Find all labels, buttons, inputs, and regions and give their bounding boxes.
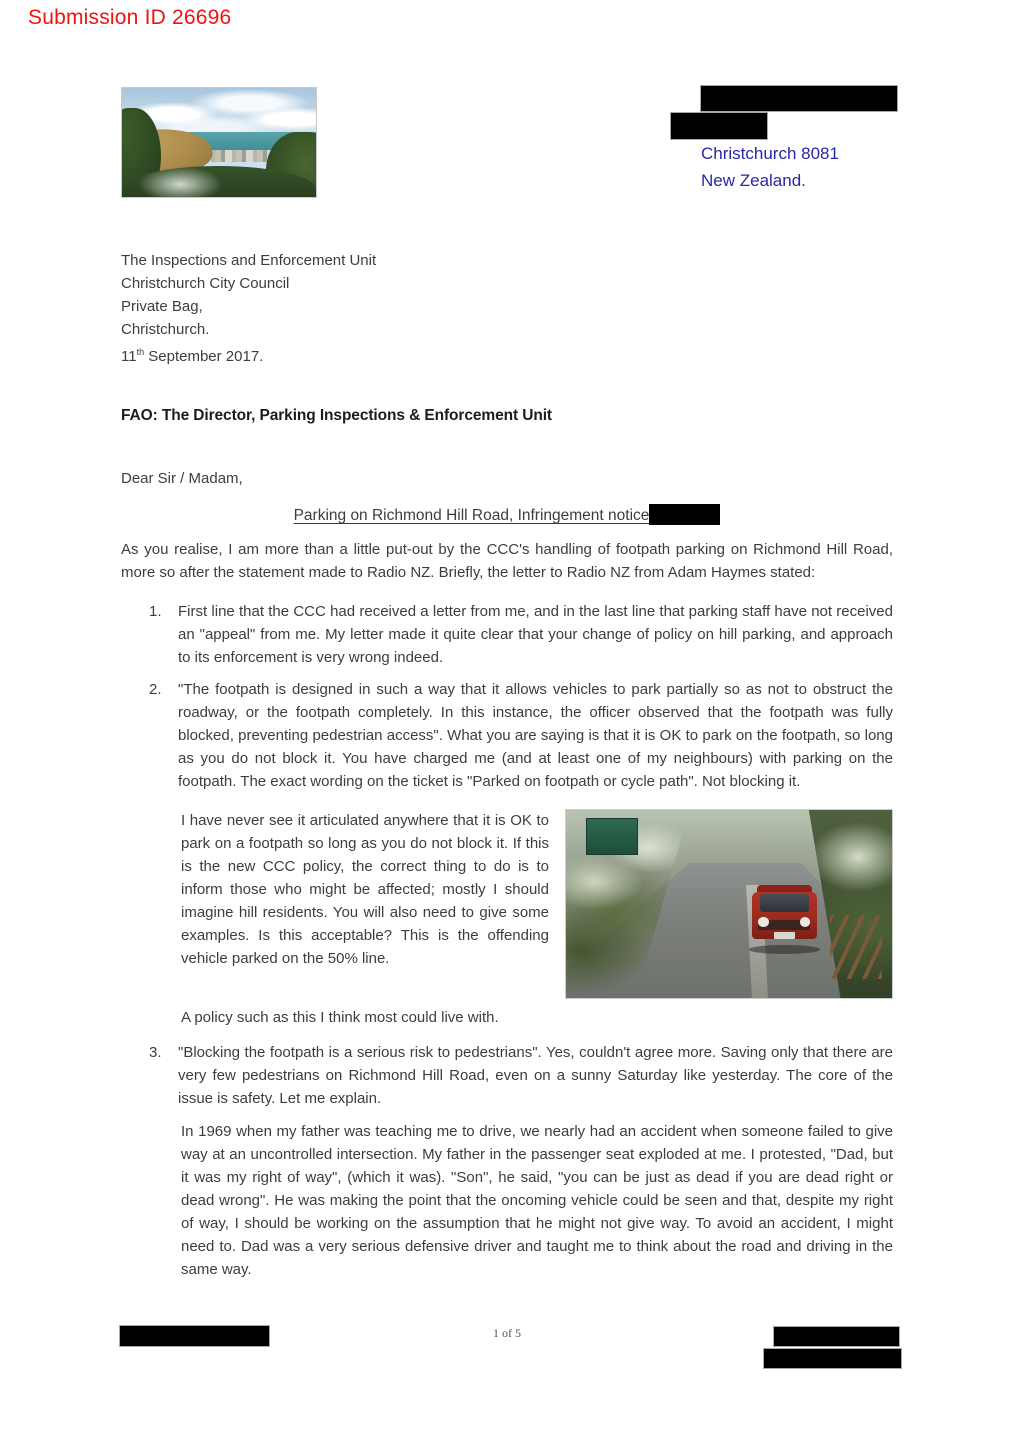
date-ordinal-suffix: th bbox=[136, 347, 145, 357]
subject-text: Parking on Richmond Hill Road, Infringement notice bbox=[293, 507, 650, 524]
numbered-item-1 bbox=[149, 600, 893, 669]
item-number: 2. bbox=[149, 681, 162, 698]
redaction-bar-sender-line1 bbox=[700, 85, 898, 112]
intro-paragraph: As you realise, I am more than a little put-out by the CCC's handling of footpath parking on Richmond Hill Road, more so after the statement made to Radio NZ. Briefly, the letter to Radio NZ from Adam Haymes stated: bbox=[121, 541, 893, 581]
sender-city: Christchurch 8081 bbox=[701, 144, 839, 163]
suv-shadow bbox=[749, 945, 819, 954]
item-number: 3. bbox=[149, 1044, 162, 1061]
salutation: Dear Sir / Madam, bbox=[121, 470, 243, 487]
recipient-line: Private Bag, bbox=[121, 298, 203, 315]
suv-windshield bbox=[760, 894, 810, 912]
fao-line: FAO: The Director, Parking Inspections & Enforcement Unit bbox=[121, 407, 552, 424]
item-number: 1. bbox=[149, 603, 162, 620]
page-number: 1 of 5 bbox=[493, 1326, 521, 1340]
suv-headlight-left bbox=[758, 917, 768, 926]
closing-paragraph: In 1969 when my father was teaching me to drive, we nearly had an accident when someone failed to give way at an uncontrolled intersection. My father in the passenger seat exploded at me. I protested, "Dad, but it was my right of way", (which it was). "Son", he said, "you can be just as dead if you are dead right or dead wrong". He was making the point that the oncoming vehicle could be seen and that, despite my right of way, I should be working on the assumption that he might not give way. To avoid an accident, I might need to. Dad was a very serious defensive driver and taught me to think about the road and driving in the same way. bbox=[181, 1123, 893, 1278]
item-text: "The footpath is designed in such a way that it allows vehicles to park partially so as not to obstruct the roadway, or the footpath completely. In this instance, the officer observed that the footpath was fully blocked, preventing pedestrian access". What you are saying is that it is OK to park on the footpath, so long as you do not block it. You have charged me (and at least one of my neighbours) with parking on the footpath. The exact wording on the ticket is "Parked on footpath or cycle path". Not blocking it. bbox=[178, 681, 893, 790]
offending-vehicle-photo bbox=[565, 809, 893, 999]
photo-wooden-fence bbox=[830, 915, 882, 979]
photo-green-shed bbox=[586, 818, 638, 856]
recipient-line: The Inspections and Enforcement Unit bbox=[121, 252, 377, 269]
recipient-line: Christchurch City Council bbox=[121, 275, 290, 292]
policy-line: A policy such as this I think most could live with. bbox=[181, 1009, 499, 1026]
redaction-bar-sender-line2 bbox=[670, 112, 768, 140]
date-rest: September 2017. bbox=[144, 348, 264, 365]
date-day: 11 bbox=[121, 348, 137, 365]
sender-country: New Zealand. bbox=[701, 171, 806, 190]
item-text: "Blocking the footpath is a serious risk to pedestrians". Yes, couldn't agree more. Saving only that there are very few pedestrians on Richmond Hill Road, even on a sunny Saturday like yesterday. The core of the issue is safety. Let me explain. bbox=[178, 1044, 893, 1107]
redaction-bar-notice-number bbox=[649, 504, 720, 525]
suv-number-plate bbox=[774, 932, 795, 939]
photo-red-suv bbox=[752, 880, 817, 948]
photo-paragraph: I have never see it articulated anywhere that it is OK to park on a footpath so long as you do not block it. If this is the new CCC policy, the correct thing to do is to inform those who might be affected; mostly I should imagine hill residents. You will also need to give some examples. Is this acceptable? This is the offending vehicle parked on the 50% line. bbox=[181, 812, 549, 967]
redaction-bar-footer-right-2 bbox=[763, 1348, 902, 1369]
submission-id-stamp: Submission ID 26696 bbox=[28, 6, 232, 29]
letter-body bbox=[121, 538, 893, 1281]
letter-date bbox=[121, 341, 376, 368]
numbered-item-2 bbox=[149, 678, 893, 793]
letterhead-coastal-photo bbox=[121, 87, 317, 198]
item-text: First line that the CCC had received a letter from me, and in the last line that parking staff have not received an "appeal" from me. My letter made it quite clear that your change of policy on hill parking, and approach to its enforcement is very wrong indeed. bbox=[178, 603, 893, 666]
photo-and-text-section bbox=[181, 809, 893, 999]
recipient-address-block bbox=[121, 249, 376, 368]
numbered-item-3 bbox=[149, 1041, 893, 1110]
subject-line bbox=[121, 504, 893, 525]
recipient-line: Christchurch. bbox=[121, 321, 210, 338]
